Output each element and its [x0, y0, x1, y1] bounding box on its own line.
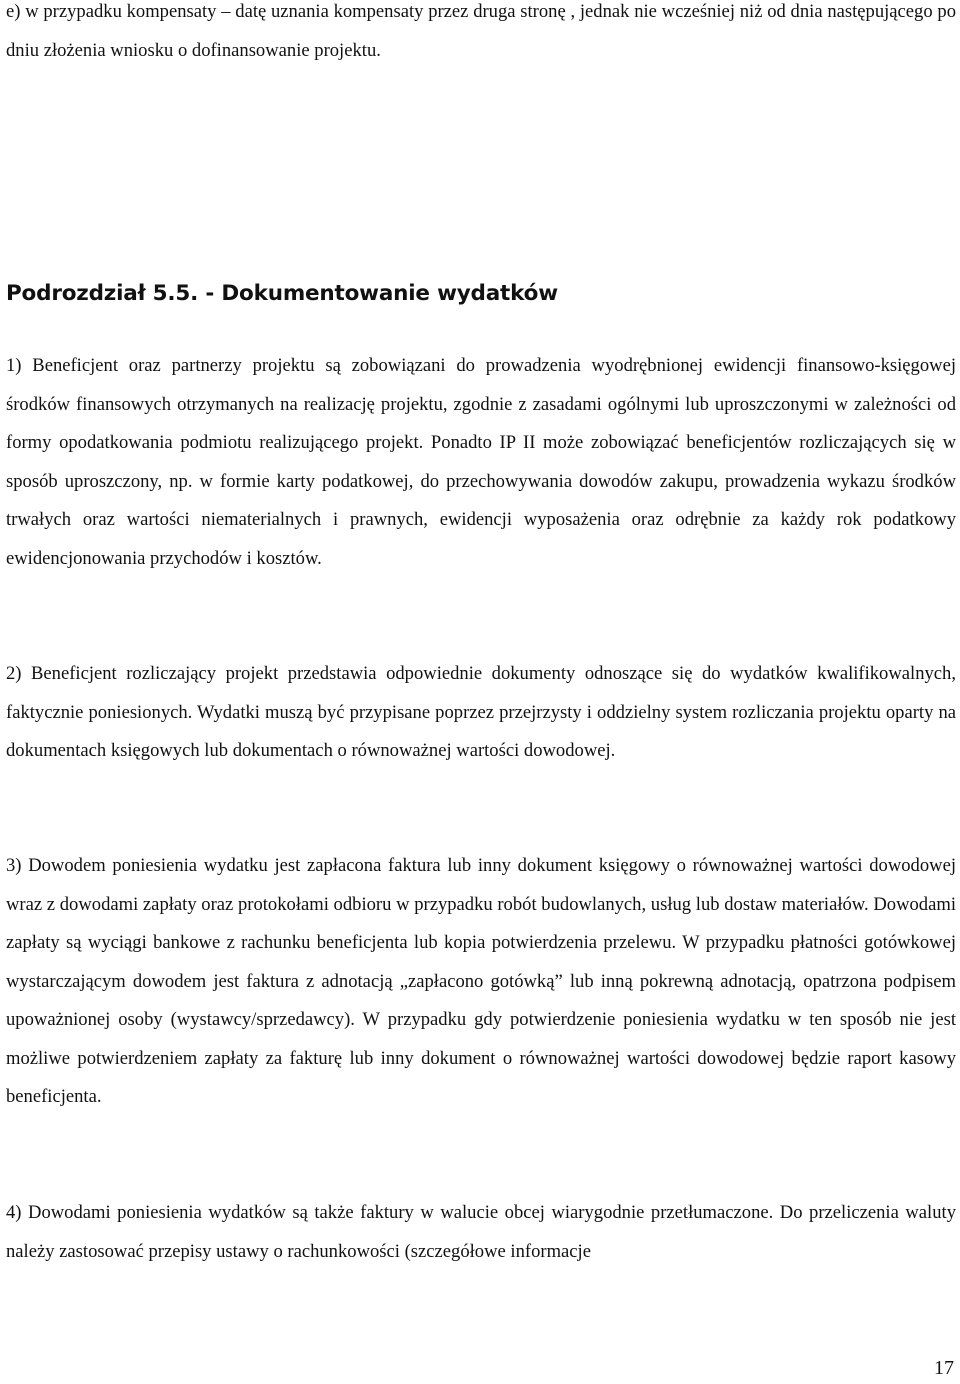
- paragraph-3: 3) Dowodem poniesienia wydatku jest zapłacona faktura lub inny dokument księgowy o równoważnej wartości dowodowej wraz z dowodami zapłaty oraz protokołami odbioru w przypadku robót budowlanych, usług lub dostaw materiałów. Dowodami zapłaty są wyciągi bankowe z rachunku beneficjenta lub kopia potwierdzenia przelewu. W przypadku płatności gotówkowej wystarczającym dowodem jest faktura z adnotacją „zapłacono gotówką” lub inną pokrewną adnotacją, opatrzona podpisem upoważnionej osoby (wystawcy/sprzedawcy). W przypadku gdy potwierdzenie poniesienia wydatku w ten sposób nie jest możliwe potwierdzeniem zapłaty za fakturę lub inny dokument o równoważnej wartości dowodowej będzie raport kasowy beneficjenta.: [6, 855, 956, 1107]
- paragraph-4: 4) Dowodami poniesienia wydatków są także faktury w walucie obcej wiarygodnie przetłumaczone. Do przeliczenia waluty należy zastosować przepisy ustawy o rachunkowości (szczegółowe informacje: [6, 1202, 956, 1262]
- intro-paragraph: e) w przypadku kompensaty – datę uznania kompensaty przez druga stronę , jednak nie wcześniej niż od dnia następującego po dniu złożenia wniosku o dofinansowanie projektu.: [6, 1, 956, 61]
- paragraph-1: 1) Beneficjent oraz partnerzy projektu są zobowiązani do prowadzenia wyodrębnionej ewidencji finansowo-księgowej środków finansowych otrzymanych na realizację projektu, zgodnie z zasadami ogólnymi lub uproszczonymi w zależności od formy opodatkowania podmiotu realizującego projekt. Ponadto IP II może zobowiązać beneficjentów rozliczających się w sposób uproszczony, np. w formie karty podatkowej, do przechowywania dowodów zakupu, prowadzenia wykazu środków trwałych oraz wartości niematerialnych i prawnych, ewidencji wyposażenia oraz odrębnie za każdy rok podatkowy ewidencjonowania przychodów i kosztów.: [6, 355, 956, 569]
- page-number: 17: [934, 1357, 954, 1379]
- paragraph-2: 2) Beneficjent rozliczający projekt przedstawia odpowiednie dokumenty odnoszące się do wydatków kwalifikowalnych, faktycznie poniesionych. Wydatki muszą być przypisane poprzez przejrzysty i oddzielny system rozliczania projektu oparty na dokumentach księgowych lub dokumentach o równoważnej wartości dowodowej.: [6, 663, 956, 761]
- section-heading: Podrozdział 5.5. - Dokumentowanie wydatków: [6, 281, 558, 306]
